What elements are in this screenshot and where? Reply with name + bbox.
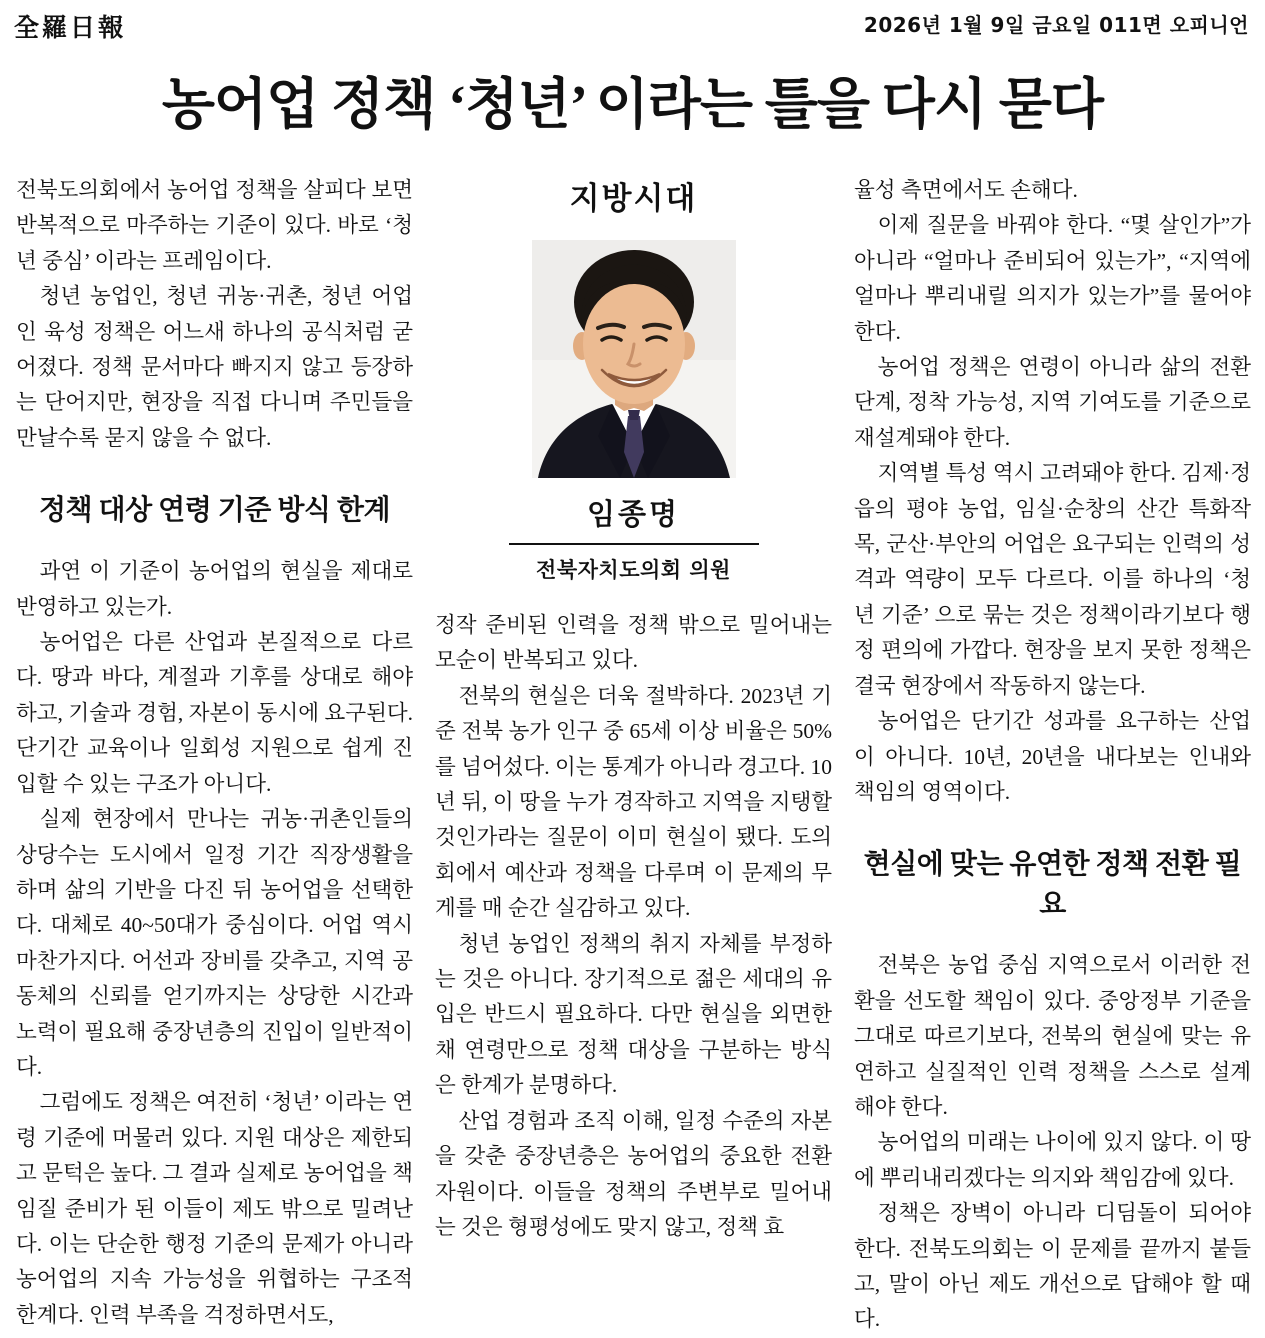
paragraph: 농어업은 단기간 성과를 요구하는 산업이 아니다. 10년, 20년을 내다보는 인내와 책임의 영역이다. [854, 709, 1251, 804]
paragraph: 그럼에도 정책은 여전히 ‘청년’ 이라는 연령 기준에 머물러 있다. 지원 대상은 제한되고 문턱은 높다. 그 결과 실제로 농어업을 책임질 준비가 된 이들이 제도 밖으로 밀려난다. 이는 단순한 행정 기준의 문제가 아니라 농어업의 지속 가능성을 위협하는 구조적 한계다. 인력 부족을 걱정하면서도, [16, 1090, 413, 1327]
paragraph: 실제 현장에서 만나는 귀농·귀촌인들의 상당수는 도시에서 일정 기간 직장생활을 하며 삶의 기반을 다진 뒤 농어업을 선택한다. 대체로 40~50대가 중심이다. 어업 역시 마찬가지다. 어선과 장비를 갖추고, 지역 공동체의 신뢰를 얻기까지는 상당한 시간과 노력이 필요해 중장년층의 진입이 일반적이다. [16, 807, 413, 1079]
paragraph: 농어업의 미래는 나이에 있지 않다. 이 땅에 뿌리내리겠다는 의지와 책임감에 있다. [854, 1130, 1251, 1190]
dateline: 2026년 1월 9일 금요일 011면 오피니언 [863, 13, 1249, 37]
column-2 [435, 173, 832, 1338]
paragraph: 율성 측면에서도 손해다. [854, 178, 1078, 202]
author-photo [532, 240, 736, 478]
name-divider [509, 543, 759, 545]
paragraph: 산업 경험과 조직 이해, 일정 수준의 자본을 갖춘 중장년층은 농어업의 중요한 전환 자원이다. 이들을 정책의 주변부로 밀어내는 것은 형평성에도 맞지 않고, 정책 효 [435, 1108, 832, 1239]
paragraph: 지역별 특성 역시 고려돼야 한다. 김제·정읍의 평야 농업, 임실·순창의 산간 특화작목, 군산·부안의 어업은 요구되는 인력의 성격과 역량이 모두 다르다. 이를 하나의 ‘청년 기준’ 으로 묶는 것은 정책이라기보다 행정 편의에 가깝다. 현장을 보지 못한 정책은 결국 현장에서 작동하지 않는다. [854, 461, 1251, 698]
paragraph: 청년 농업인, 청년 귀농·귀촌, 청년 어업인 육성 정책은 어느새 하나의 공식처럼 굳어졌다. 정책 문서마다 빠지지 않고 등장하는 단어지만, 현장을 직접 다니며 주민들을 만날수록 묻지 않을 수 없다. [16, 284, 413, 450]
paragraph: 과연 이 기준이 농어업의 현실을 제대로 반영하고 있는가. [16, 559, 413, 619]
paragraph: 정책은 장벽이 아니라 디딤돌이 되어야 한다. 전북도의회는 이 문제를 끝까지 붙들고, 말이 아닌 제도 개선으로 답해야 할 때다. [854, 1201, 1251, 1332]
section-header-flexible-policy: 현실에 맞는 유연한 정책 전환 필요 [863, 849, 1242, 921]
section-header-limit: 정책 대상 연령 기준 방식 한계 [38, 495, 391, 527]
page-header [0, 0, 1265, 44]
paragraph: 청년 농업인 정책의 취지 자체를 부정하는 것은 아니다. 장기적으로 젊은 세대의 유입은 반드시 필요하다. 다만 현실을 외면한 채 연령만으로 정책 대상을 구분하는 방식은 한계가 분명하다. [435, 931, 832, 1098]
author-title: 전북자치도의회 의원 [536, 558, 731, 582]
paragraph: 전북은 농업 중심 지역으로서 이러한 전환을 선도할 책임이 있다. 중앙정부 기준을 그대로 따르기보다, 전북의 현실에 맞는 유연하고 실질적인 인력 정책을 스스로 설계해야 한다. [854, 953, 1251, 1119]
paragraph: 농어업 정책은 연령이 아니라 삶의 전환 단계, 정착 가능성, 지역 기여도를 기준으로 재설계돼야 한다. [854, 355, 1251, 450]
paragraph: 전북의 현실은 더욱 절박하다. 2023년 기준 전북 농가 인구 중 65세 이상 비율은 50%를 넘어섰다. 이는 통계가 아니라 경고다. 10년 뒤, 이 땅을 누가 경작하고 지역을 지탱할 것인가라는 질문이 이미 현실이 됐다. 도의회에서 예산과 정책을 다루며 이 문제의 무게를 매 순간 실감하고 있다. [435, 683, 832, 921]
series-box [435, 173, 832, 584]
column-3 [854, 173, 1251, 1338]
article-body [0, 139, 1265, 1338]
paragraph: 이제 질문을 바꿔야 한다. “몇 살인가”가 아니라 “얼마나 준비되어 있는가”, “지역에 얼마나 뿌리내릴 의지가 있는가”를 물어야 한다. [854, 213, 1251, 344]
paragraph: 전북도의회에서 농어업 정책을 살피다 보면 반복적으로 마주하는 기준이 있다. 바로 ‘청년 중심’ 이라는 프레임이다. [16, 178, 413, 273]
paragraph: 농어업은 다른 산업과 본질적으로 다르다. 땅과 바다, 계절과 기후를 상대로 해야 하고, 기술과 경험, 자본이 동시에 요구된다. 단기간 교육이나 일회성 지원으로 쉽게 진입할 수 있는 구조가 아니다. [16, 630, 413, 796]
series-title: 지방시대 [569, 181, 698, 217]
article-headline: 농어업 정책 ‘청년’ 이라는 틀을 다시 묻다 [161, 74, 1104, 135]
column-1 [16, 173, 413, 1338]
author-name: 임종명 [586, 497, 681, 531]
newspaper-masthead: 全羅日報 [14, 13, 127, 42]
paragraph: 정작 준비된 인력을 정책 밖으로 밀어내는 모순이 반복되고 있다. [435, 613, 832, 673]
